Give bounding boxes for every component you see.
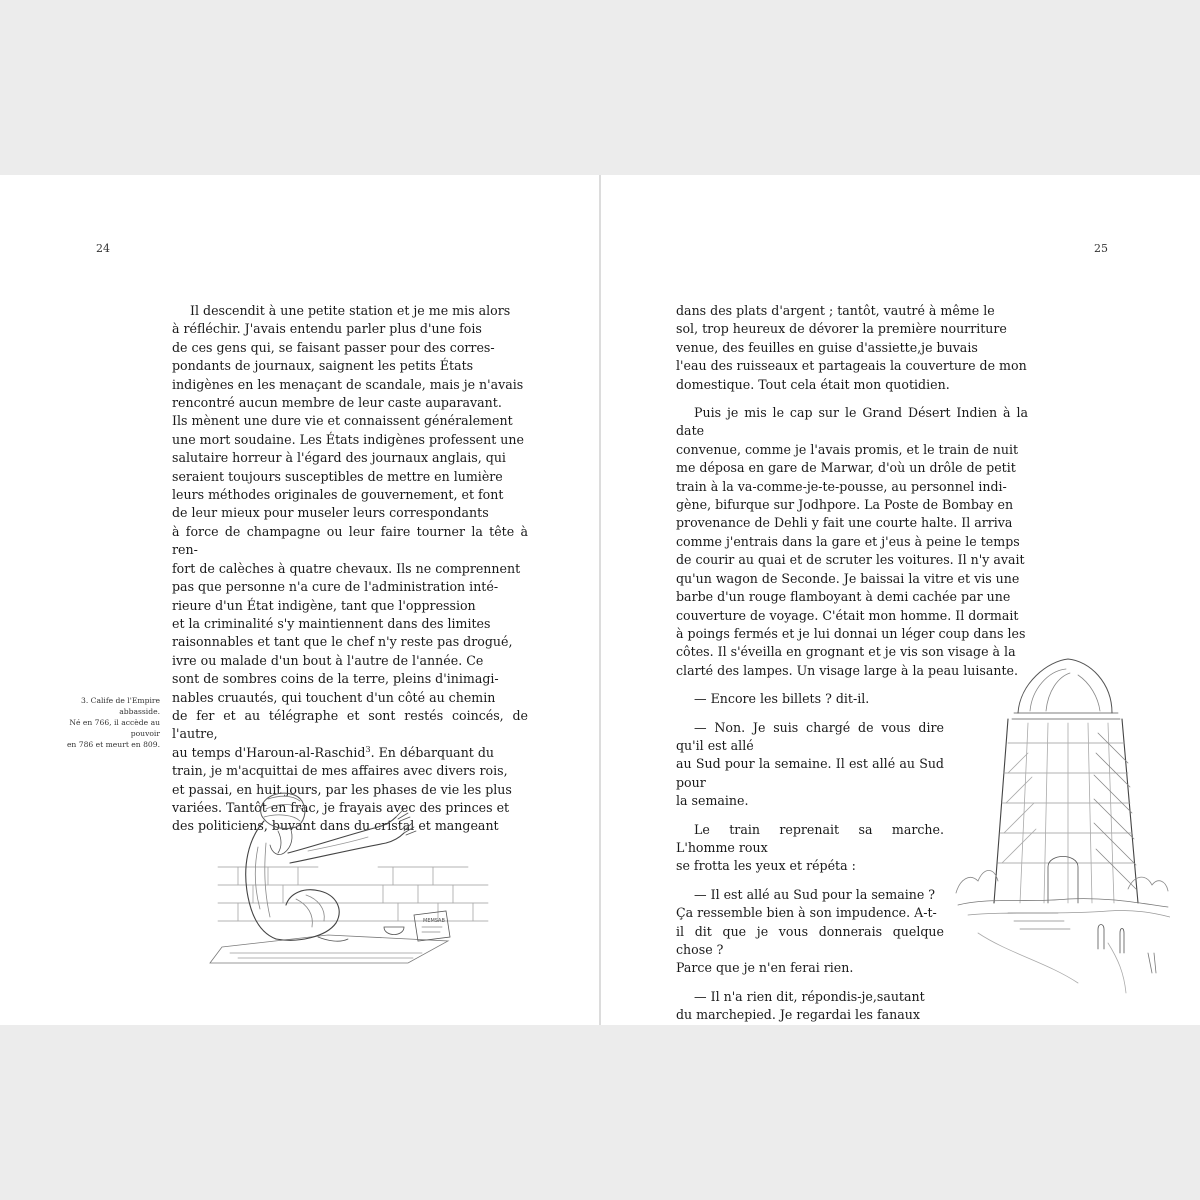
text-line: ivre ou malade d'un bout à l'autre de l'année. Ce bbox=[172, 652, 484, 668]
illustration-sign-text: MEMSAB bbox=[423, 918, 445, 924]
text-line: indigènes en les menaçant de scandale, mais je n'avais bbox=[172, 376, 524, 392]
text-line: l'eau des ruisseaux et partageais la couverture de mon bbox=[676, 358, 1027, 374]
text-line: qu'un wagon de Seconde. Je baissai la vitre et vis une bbox=[676, 570, 1020, 586]
text-segment: au temps d'Haroun-al-Raschid bbox=[172, 744, 366, 760]
text-line: sol, trop heureux de dévorer la première nourriture bbox=[676, 321, 1007, 337]
footnote-line: en 786 et meurt en 809. bbox=[66, 740, 160, 749]
footnote-line: 3. Calife de l'Empire abbasside. bbox=[80, 696, 160, 716]
text-line: provenance de Dehli y fait une courte halte. Il arriva bbox=[676, 515, 1013, 531]
footnote-marker[interactable]: 3 bbox=[365, 744, 371, 754]
text-line: raisonnables et tant que le chef n'y reste pas drogué, bbox=[172, 634, 513, 650]
text-line: une mort soudaine. Les États indigènes professent une bbox=[172, 431, 524, 447]
text-line: train à la va-comme-je-te-pousse, au personnel indi- bbox=[676, 478, 1007, 494]
text-line: et la criminalité s'y maintiennent dans des limites bbox=[172, 615, 491, 631]
text-line: venue, des feuilles en guise d'assiette,je buvais bbox=[676, 339, 978, 355]
text-line: salutaire horreur à l'égard des journaux anglais, qui bbox=[172, 450, 506, 466]
text-line: au Sud pour la semaine. Il est allé au Sud pour bbox=[676, 756, 944, 790]
text-line: pas que personne n'a cure de l'administration inté- bbox=[172, 579, 499, 595]
text-line: gène, bifurque sur Jodhpore. La Poste de Bombay en bbox=[676, 497, 1014, 513]
text-line: il dit que je vous donnerais quelque chose ? bbox=[676, 923, 944, 957]
text-line bbox=[172, 744, 528, 762]
text-line: à poings fermés et je lui donnai un léger coup dans les bbox=[676, 625, 1026, 641]
text-line: Ils mènent une dure vie et connaissent généralement bbox=[172, 413, 513, 429]
text-line: de ces gens qui, se faisant passer pour des corres- bbox=[172, 339, 495, 355]
left-page-text bbox=[172, 302, 528, 836]
text-line: du marchepied. Je regardai les fanaux bbox=[676, 1007, 920, 1023]
text-line: pondants de journaux, saignent les petits États bbox=[172, 358, 474, 374]
text-line: domestique. Tout cela était mon quotidien. bbox=[676, 376, 950, 392]
book-gutter bbox=[599, 175, 601, 1025]
book-spread bbox=[0, 175, 1200, 1025]
text-line: — Il est allé au Sud pour la semaine ? bbox=[694, 886, 936, 902]
text-line: fort de calèches à quatre chevaux. Ils ne comprennent bbox=[172, 560, 521, 576]
text-line: Il descendit à une petite station et je me mis alors bbox=[190, 303, 511, 318]
text-line: barbe d'un rouge flamboyant à demi cachée par une bbox=[676, 589, 1011, 605]
seated-beggar-sketch bbox=[208, 787, 498, 965]
page-number-left: 24 bbox=[96, 242, 110, 255]
text-line: Puis je mis le cap sur le Grand Désert Indien à la date bbox=[676, 405, 1028, 439]
text-line: la semaine. bbox=[676, 793, 749, 809]
text-line: de fer et au télégraphe et sont restés coincés, de l'autre, bbox=[172, 707, 528, 742]
text-line: Ça ressemble bien à son impudence. A-t- bbox=[676, 905, 937, 921]
text-line: sont de sombres coins de la terre, pleins d'inimagi- bbox=[172, 671, 499, 687]
page-number-right: 25 bbox=[1094, 242, 1108, 255]
text-line: convenue, comme je l'avais promis, et le train de nuit bbox=[676, 441, 1019, 457]
text-line: Le train reprenait sa marche. L'homme roux bbox=[676, 821, 944, 855]
text-line: comme j'entrais dans la gare et j'eus à peine le temps bbox=[676, 533, 1020, 549]
text-line: rieure d'un État indigène, tant que l'oppression bbox=[172, 597, 476, 613]
text-line: clarté des lampes. Un visage large à la peau luisante. bbox=[676, 662, 1018, 678]
text-line: — Encore les billets ? dit-il. bbox=[694, 691, 870, 707]
text-line: côtes. Il s'éveilla en grognant et je vis son visage à la bbox=[676, 644, 1016, 660]
text-line: variées. Tantôt en frac, je frayais avec des princes et bbox=[172, 799, 510, 815]
text-line: des politiciens, buvant dans du cristal et mangeant bbox=[172, 818, 499, 834]
text-line: de courir au quai et de scruter les voitures. Il n'y avait bbox=[676, 552, 1025, 568]
text-segment: . En débarquant du bbox=[370, 744, 495, 760]
text-line: à force de champagne ou leur faire tourner la tête à ren- bbox=[172, 523, 528, 558]
text-line: de leur mieux pour museler leurs correspondants bbox=[172, 505, 489, 521]
text-line: — Il n'a rien dit, répondis-je,sautant bbox=[694, 988, 925, 1004]
text-line: se frotta les yeux et répéta : bbox=[676, 858, 856, 874]
text-line: Parce que je n'en ferai rien. bbox=[676, 960, 854, 976]
text-line: à réfléchir. J'avais entendu parler plus d'une fois bbox=[172, 321, 482, 337]
text-line: — Non. Je suis chargé de vous dire qu'il est allé bbox=[676, 719, 944, 753]
text-line: leurs méthodes originales de gouvernement, et font bbox=[172, 487, 504, 503]
text-line: et passai, en huit jours, par les phases de vie les plus bbox=[172, 781, 512, 797]
text-line: seraient toujours susceptibles de mettre en lumière bbox=[172, 468, 503, 484]
text-line: nables cruautés, qui touchent d'un côté au chemin bbox=[172, 689, 496, 705]
text-line: dans des plats d'argent ; tantôt, vautré à même le bbox=[676, 303, 995, 318]
temple-ruin-sketch bbox=[948, 653, 1170, 995]
footnote-line: Né en 766, il accède au pouvoir bbox=[69, 718, 160, 738]
text-line: rencontré aucun membre de leur caste auparavant. bbox=[172, 395, 502, 411]
footnote bbox=[46, 695, 160, 750]
text-line: me déposa en gare de Marwar, d'où un drôle de petit bbox=[676, 460, 1016, 476]
text-line: train, je m'acquittai de mes affaires avec divers rois, bbox=[172, 763, 508, 779]
text-line: couverture de voyage. C'était mon homme. Il dormait bbox=[676, 607, 1019, 623]
